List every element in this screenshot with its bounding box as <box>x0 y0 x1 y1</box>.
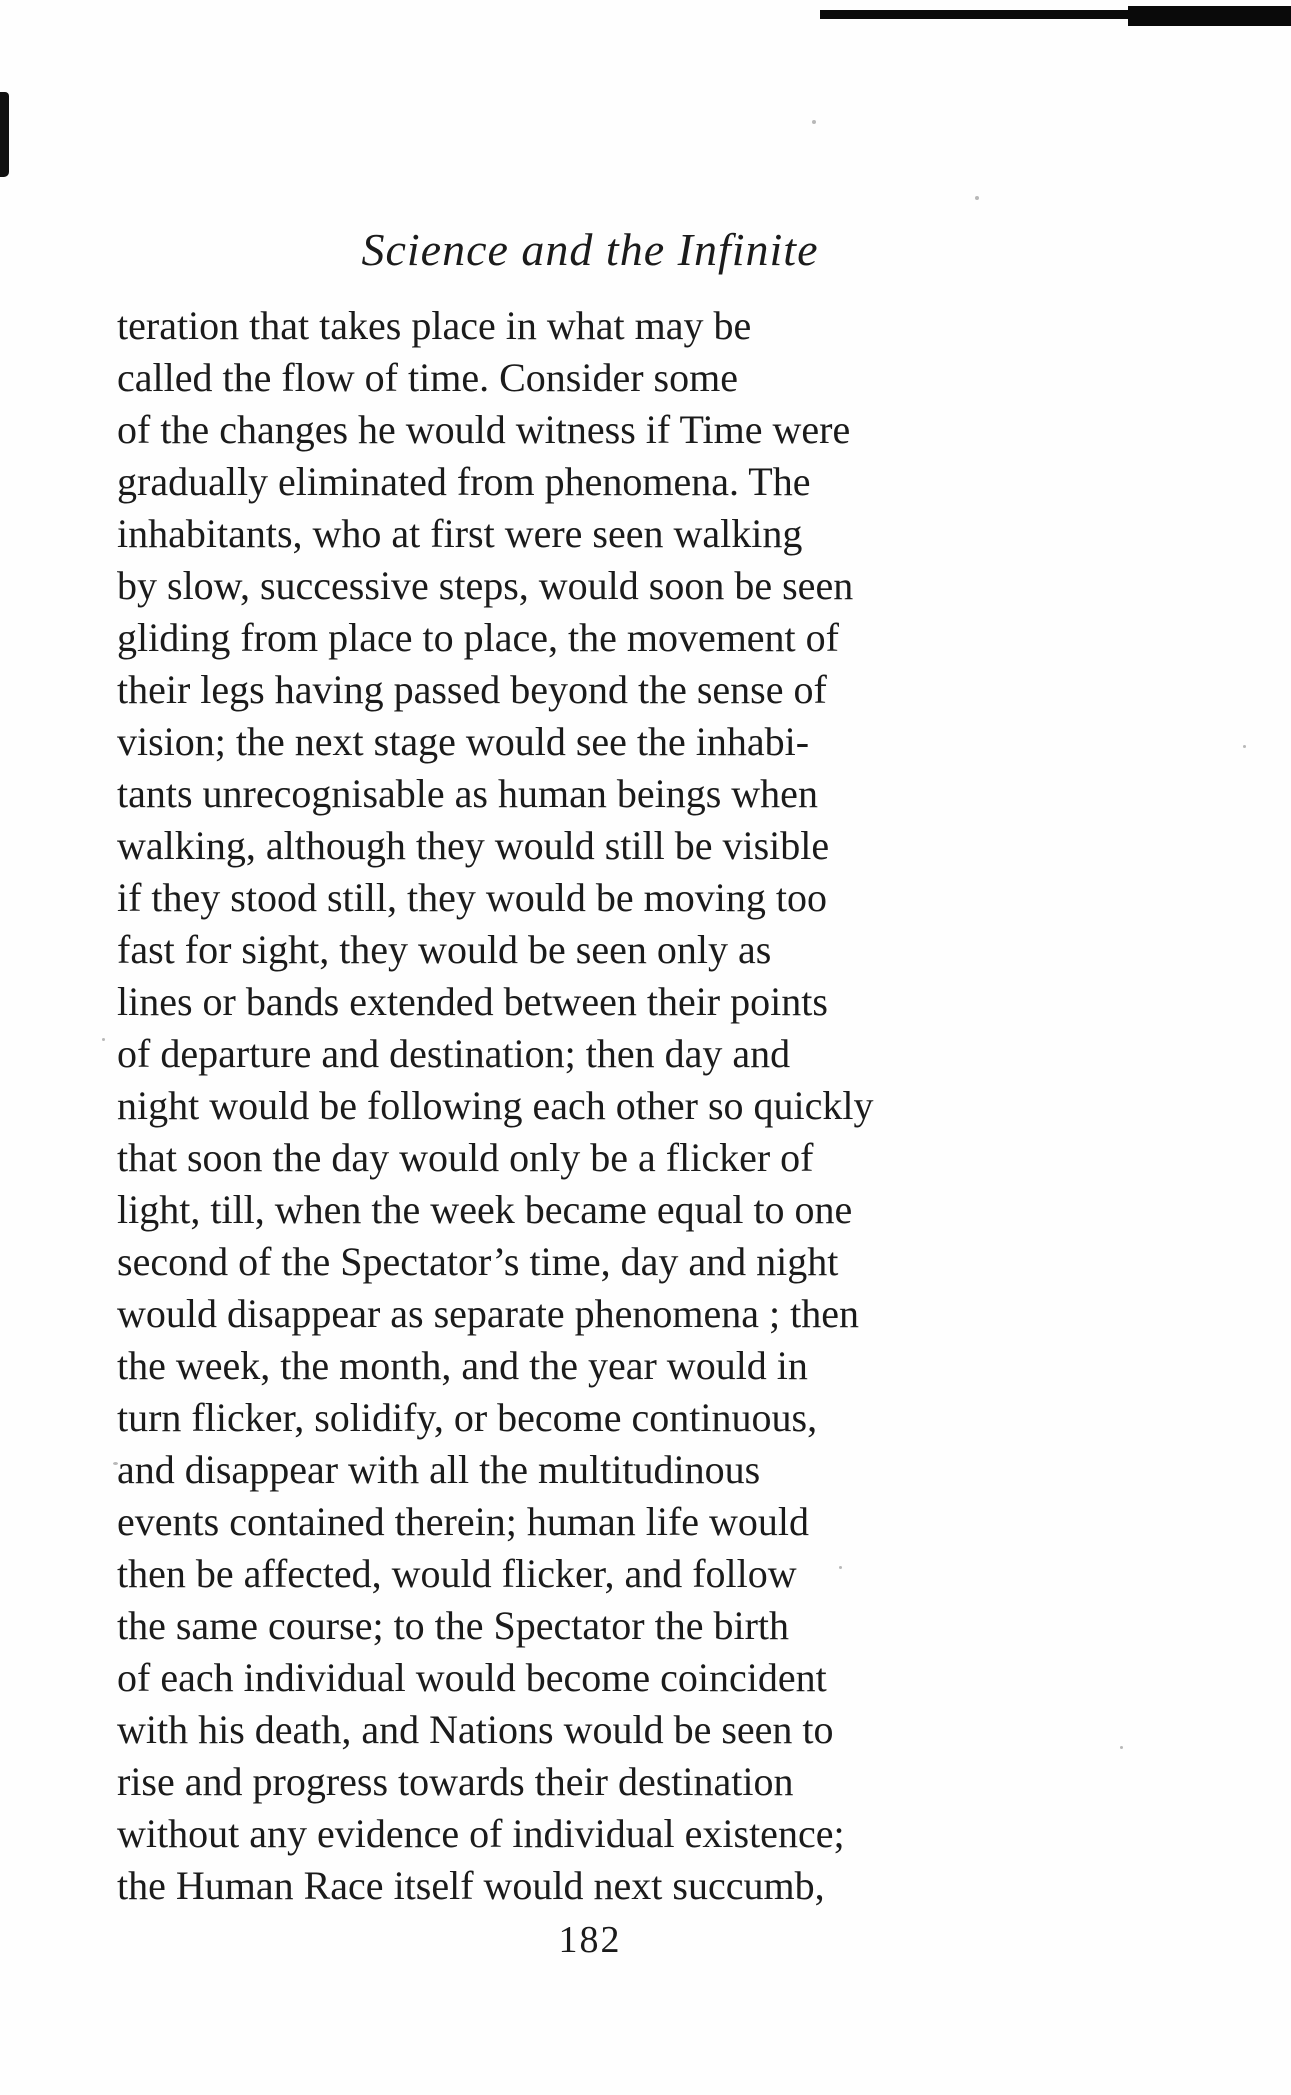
text-line: the same course; to the Spectator the birth <box>117 1603 790 1648</box>
text-line: fast for sight, they would be seen only as <box>117 927 772 972</box>
text-line: vision; the next stage would see the inhabi- <box>117 719 810 764</box>
text-line: rise and progress towards their destination <box>117 1759 794 1804</box>
scan-speck <box>975 196 979 200</box>
text-line: the Human Race itself would next succumb, <box>117 1863 825 1908</box>
text-line: walking, although they would still be visible <box>117 823 830 868</box>
text-line: by slow, successive steps, would soon be seen <box>117 563 854 608</box>
scan-artifact-top-bar-thick <box>1128 6 1291 26</box>
text-line: inhabitants, who at first were seen walking <box>117 511 803 556</box>
text-line: would disappear as separate phenomena ; then <box>117 1291 859 1336</box>
scan-artifact-left-mark <box>0 92 9 177</box>
text-line: that soon the day would only be a flicker of <box>117 1135 814 1180</box>
text-line: teration that takes place in what may be <box>117 303 752 348</box>
text-line: turn flicker, solidify, or become continuous, <box>117 1395 818 1440</box>
text-line: then be affected, would flicker, and follow <box>117 1551 797 1596</box>
text-line: events contained therein; human life would <box>117 1499 810 1544</box>
text-line: with his death, and Nations would be seen to <box>117 1707 834 1752</box>
text-line: tants unrecognisable as human beings when <box>117 771 818 816</box>
text-line: light, till, when the week became equal to one <box>117 1187 853 1232</box>
scan-speck <box>102 1038 105 1041</box>
text-line: and disappear with all the multitudinous <box>117 1447 761 1492</box>
scan-speck <box>1120 1746 1123 1749</box>
text-line: gradually eliminated from phenomena. The <box>117 459 811 504</box>
text-line: second of the Spectator’s time, day and night <box>117 1239 839 1284</box>
scan-speck <box>1243 745 1246 748</box>
text-line: of departure and destination; then day and <box>117 1031 791 1076</box>
page-number: 182 <box>558 1919 622 1961</box>
text-line: if they stood still, they would be moving too <box>117 875 827 920</box>
text-line: of each individual would become coincident <box>117 1655 827 1700</box>
text-line: the week, the month, and the year would in <box>117 1343 808 1388</box>
text-line: called the flow of time. Consider some <box>117 355 738 400</box>
page-title: Science and the Infinite <box>361 224 819 275</box>
text-line: their legs having passed beyond the sense of <box>117 667 827 712</box>
text-line: night would be following each other so quickly <box>117 1083 874 1128</box>
body-text <box>117 300 1063 1912</box>
text-line: gliding from place to place, the movement of <box>117 615 839 660</box>
text-line: without any evidence of individual existence; <box>117 1811 845 1856</box>
scan-speck <box>812 120 816 124</box>
text-line: lines or bands extended between their points <box>117 979 828 1024</box>
text-line: of the changes he would witness if Time were <box>117 407 851 452</box>
text-block <box>117 222 1063 1966</box>
